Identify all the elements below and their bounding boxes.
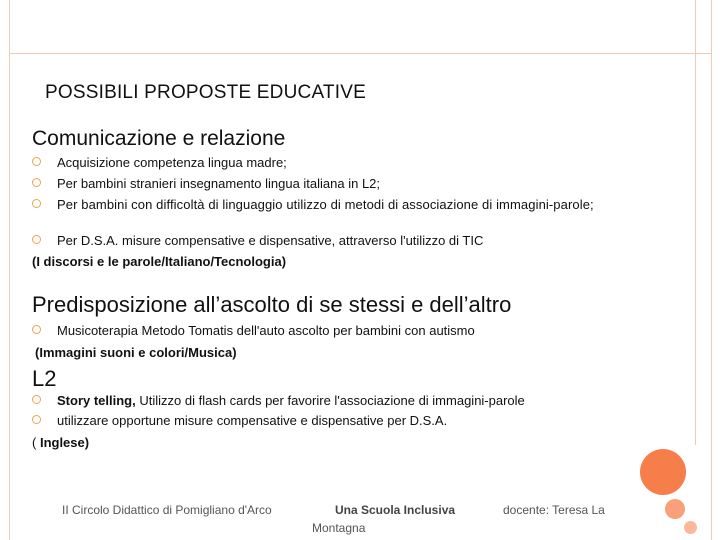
footer-school: II Circolo Didattico di Pomigliano d'Arco	[62, 503, 272, 517]
subjects-label: (I discorsi e le parole/Italiano/Tecnologia)	[32, 254, 287, 269]
bullet-item	[32, 234, 652, 248]
bullet-ring-icon	[32, 415, 41, 424]
bullet-text: Acquisizione competenza lingua madre;	[57, 155, 287, 170]
bullet-ring-icon	[32, 235, 41, 244]
slide-frame	[9, 0, 712, 540]
bullet-ring-icon	[32, 157, 41, 166]
bullet-ring-icon	[32, 325, 41, 334]
decorative-circle-large	[640, 449, 686, 495]
bullet-item	[32, 177, 652, 191]
bullet-text: Per D.S.A. misure compensative e dispensative, attraverso l'utilizzo di TIC	[57, 233, 484, 248]
footer-teacher: docente: Teresa La	[503, 503, 605, 517]
subjects-label	[32, 435, 89, 450]
slide-title: POSSIBILI PROPOSTE EDUCATIVE	[45, 82, 366, 103]
footer-title	[335, 503, 455, 517]
bullet-text-rest: Utilizzo di flash cards per favorire l'associazione di immagini-parole	[139, 393, 525, 408]
section-heading-comunicazione: Comunicazione e relazione	[32, 127, 286, 150]
footer-teacher-cont: Montagna	[312, 521, 366, 535]
subjects-label: (Immagini suoni e colori/Musica)	[35, 345, 237, 360]
bullet-item	[32, 324, 652, 338]
bullet-item	[32, 198, 652, 212]
decorative-line	[695, 0, 696, 445]
bullet-item	[32, 394, 652, 408]
bullet-ring-icon	[32, 395, 41, 404]
slide-header-band	[9, 0, 712, 54]
bullet-item	[32, 156, 652, 170]
section-heading-ascolto: Predisposizione all’ascolto di se stessi e dell’altro	[32, 292, 512, 317]
bullet-text	[57, 394, 652, 408]
bullet-item	[32, 414, 652, 428]
bullet-text: Per bambini stranieri insegnamento lingua italiana in L2;	[57, 176, 381, 191]
bullet-bold-prefix: Story telling,	[57, 393, 136, 408]
subjects-open-paren: (	[32, 435, 40, 450]
decorative-circle-medium	[665, 499, 685, 519]
bullet-text: Per bambini con difficoltà di linguaggio utilizzo di metodi di associazione di immagini-parole;	[57, 197, 594, 212]
decorative-circle-small	[684, 521, 697, 534]
bullet-text: utilizzare opportune misure compensative e dispensative per D.S.A.	[57, 413, 448, 428]
bullet-ring-icon	[32, 199, 41, 208]
bullet-ring-icon	[32, 178, 41, 187]
bullet-text: Musicoterapia Metodo Tomatis dell'auto ascolto per bambini con autismo	[57, 323, 475, 338]
subjects-text: Inglese)	[39, 435, 90, 450]
footer-title-text: Una Scuola Inclusiva	[335, 503, 456, 517]
section-heading-l2: L2	[32, 366, 57, 391]
